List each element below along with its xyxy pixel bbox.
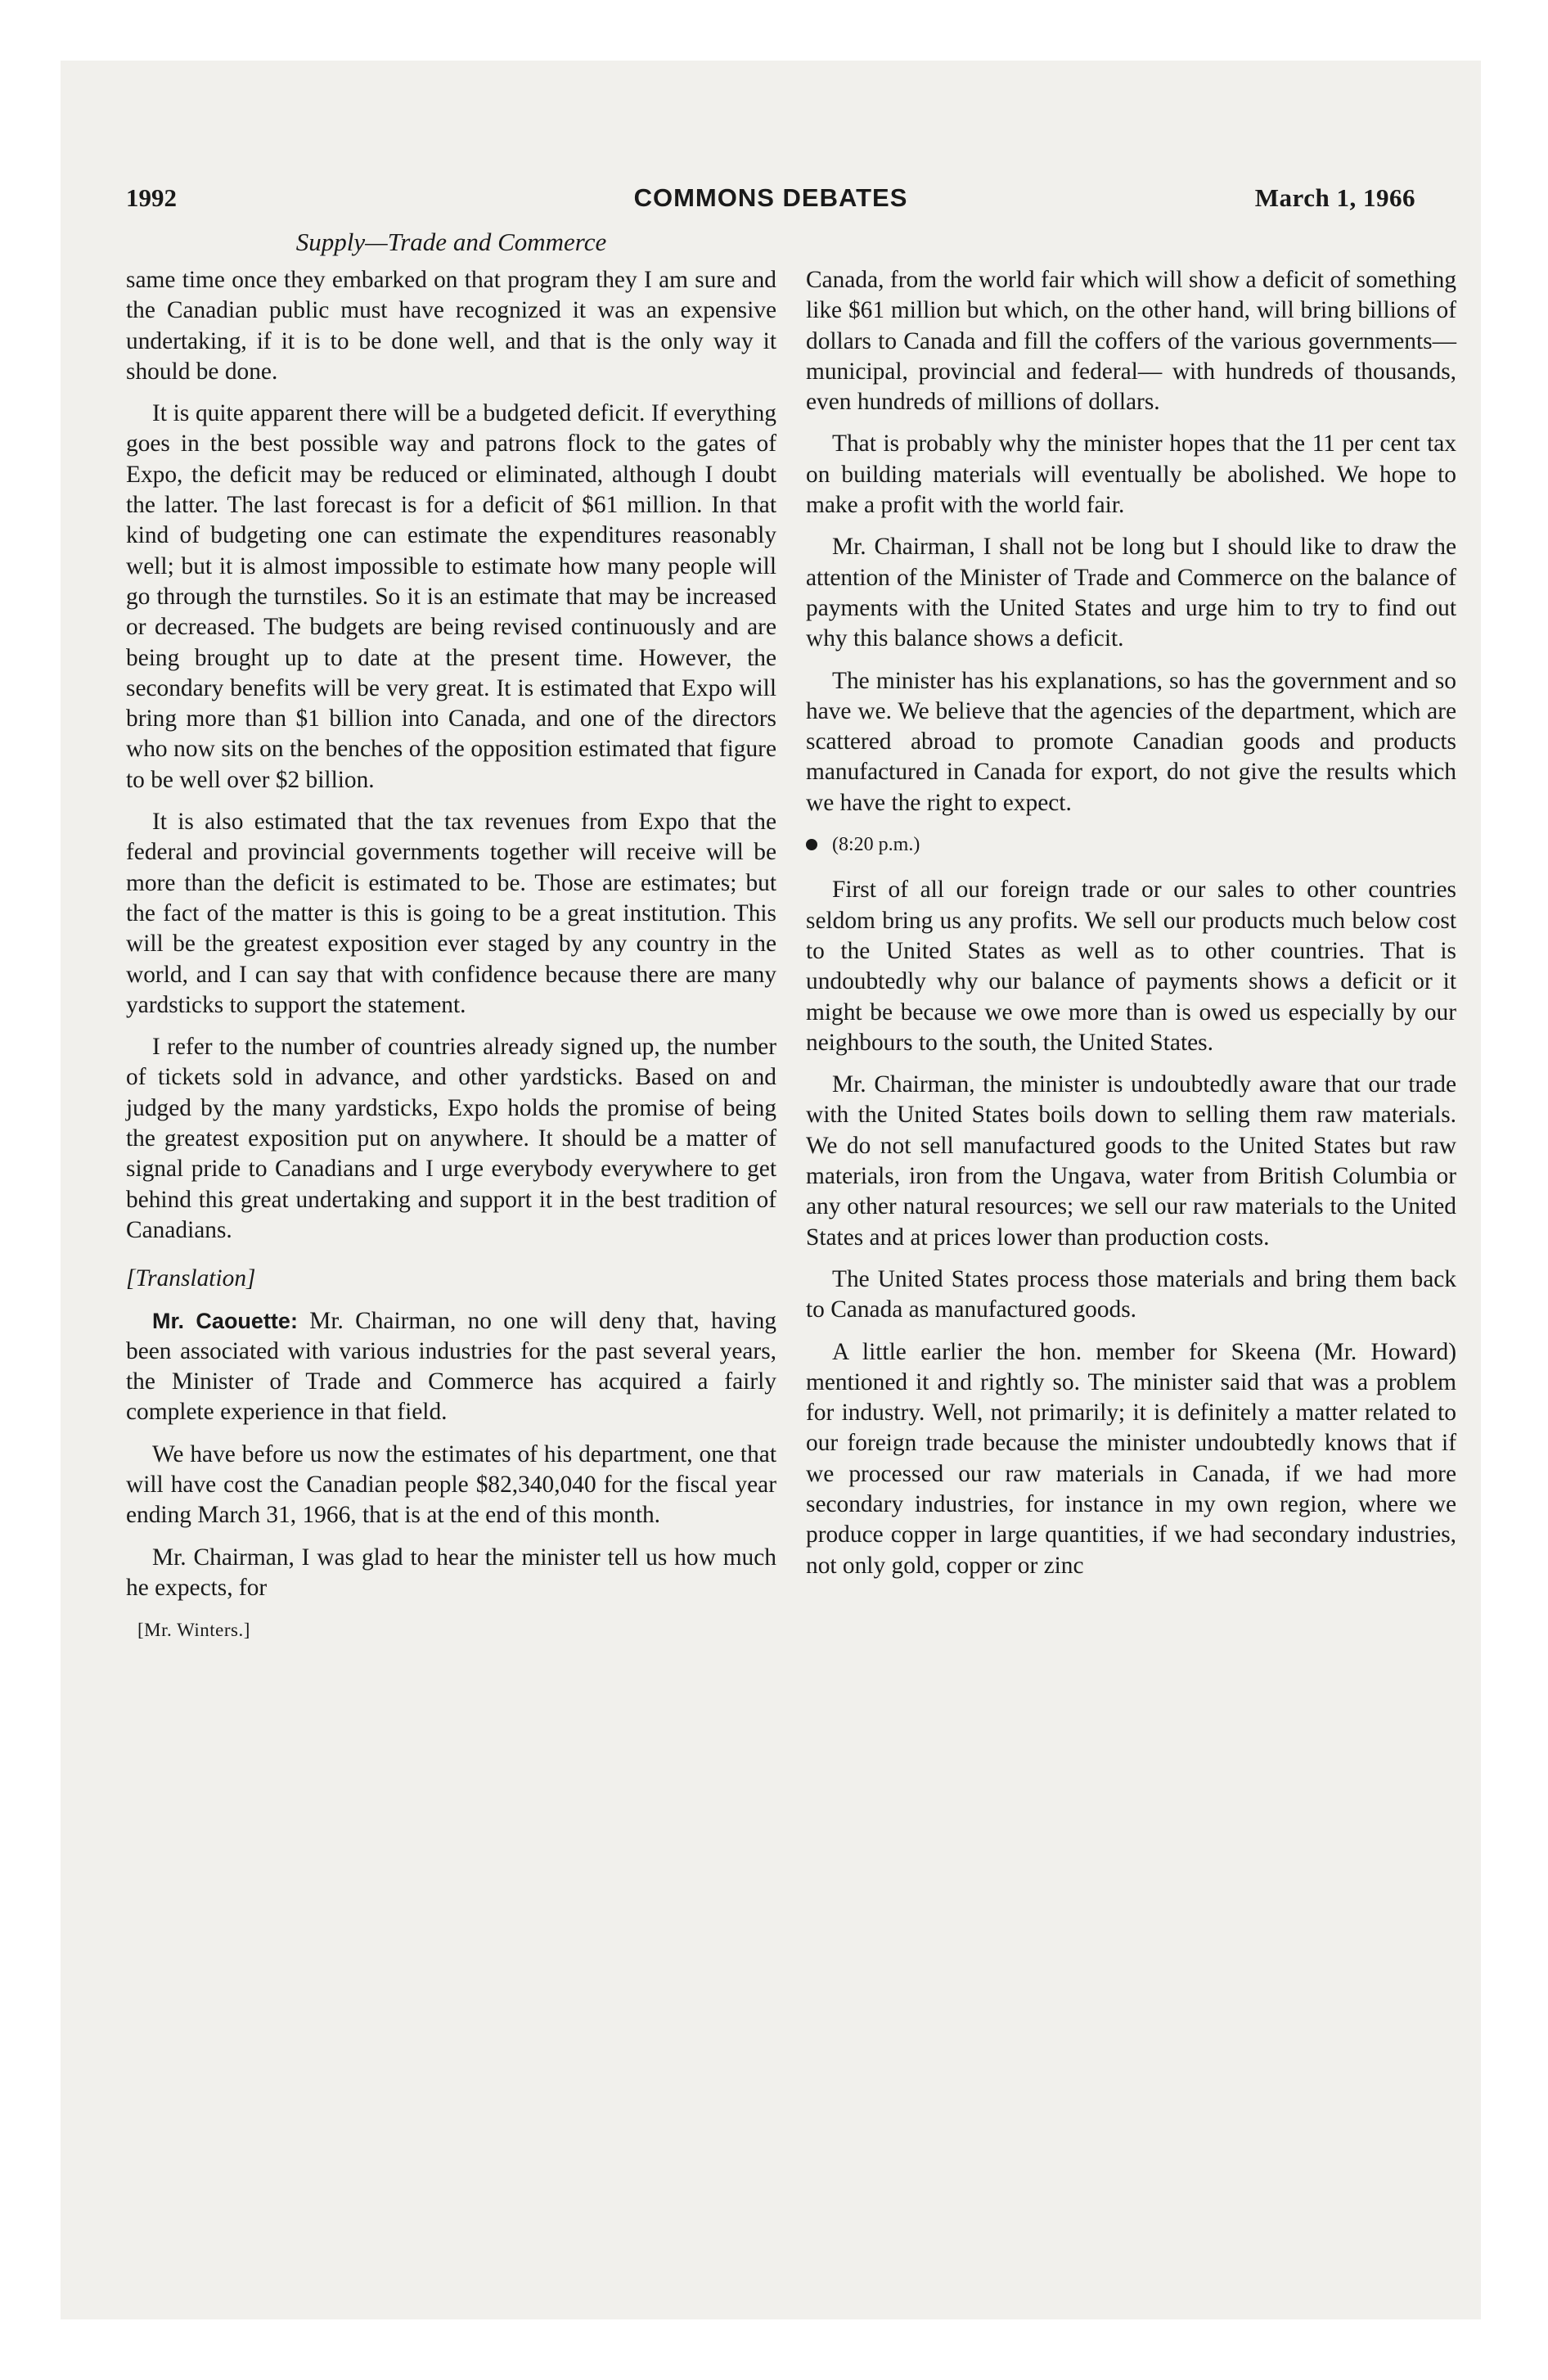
footnote: [Mr. Winters.]	[137, 1620, 250, 1641]
paragraph: Mr. Chairman, I shall not be long but I should like to draw the attention of the Minister of Trade and Commerce on the balance of payments with the United States and urge him to try to find out why this balance shows a deficit.	[806, 534, 1456, 652]
paragraph: The United States process those materials and bring them back to Canada as manufactured goods.	[806, 1265, 1456, 1323]
section-heading: Supply—Trade and Commerce	[295, 228, 607, 256]
paragraph: same time once they embarked on that program they I am sure and the Canadian public must have recognized it was an expensive undertaking, if it is to be done well, and that is the only way it should be done.	[126, 267, 776, 385]
paragraph: Mr. Chairman, the minister is undoubtedly aware that our trade with the United States boils down to selling them raw materials. We do not sell manufactured goods to the United States but raw materials, iron from the Ungava, water from British Columbia or any other natural resources; we sell our raw materials to the United States and at prices lower than production costs.	[806, 1071, 1456, 1251]
bullet-icon	[806, 839, 817, 850]
publication-title: COMMONS DEBATES	[633, 183, 908, 212]
timestamp	[806, 830, 1456, 860]
paragraph: It is also estimated that the tax revenues from Expo that the federal and provincial governments together will receive will be more than the deficit is estimated to be. Those are estimates; but the fact of the matter is this is going to be a great institution. This will be the greatest exposition ever staged by any country in the world, and I can say that with confidence because there are many yardsticks to support the statement.	[126, 809, 776, 1018]
paragraph: The minister has his explanations, so has the government and so have we. We believe that the agencies of the department, which are scattered abroad to promote Canadian goods and products manufactured in Canada for export, do not give the results which we have the right to expect.	[806, 667, 1456, 816]
paragraph: Canada, from the world fair which will show a deficit of something like $61 million but which, on the other hand, will bring billions of dollars to Canada and fill the coffers of the various governments—municipal, provincial and federal— with hundreds of thousands, even hundreds of millions of dollars.	[806, 267, 1456, 416]
paragraph: A little earlier the hon. member for Skeena (Mr. Howard) mentioned it and rightly so. The minister said that was a problem for industry. Well, not primarily; it is definitely a matter related to our foreign trade because the minister undoubtedly knows that if we processed our raw materials in Canada, if we had more secondary industries, for instance in my own region, where we produce copper in large quantities, if we had secondary industries, not only gold, copper or zinc	[806, 1338, 1456, 1579]
paragraph: First of all our foreign trade or our sales to other countries seldom bring us any profits. We sell our products much below cost to the United States as well as to other countries. That is undoubtedly why our balance of payments shows a deficit or it might be because we owe more than is owed us especially by our neighbours to the south, the United States.	[806, 877, 1456, 1056]
page-number: 1992	[126, 183, 177, 212]
speaker-text: Mr. Chairman, no one will deny that, having been associated with various industries for the past several years, the Minister of Trade and Commerce has acquired a fairly complete experience in that field.	[126, 1307, 776, 1426]
translation-marker: [Translation]	[126, 1265, 256, 1292]
publication-date: March 1, 1966	[1254, 183, 1415, 212]
paragraph: We have before us now the estimates of his department, one that will have cost the Canadian people $82,340,040 for the fiscal year ending March 31, 1966, that is at the end of this month.	[126, 1440, 776, 1529]
left-column	[126, 265, 776, 1657]
timestamp-text: (8:20 p.m.)	[832, 834, 920, 856]
document-page	[61, 61, 1481, 2319]
paragraph: That is probably why the minister hopes that the 11 per cent tax on building materials will eventually be abolished. We hope to make a profit with the world fair.	[806, 430, 1456, 519]
paragraph: I refer to the number of countries already signed up, the number of tickets sold in advance, and other yardsticks. Based on and judged by the many yardsticks, Expo holds the promise of being the greatest exposition put on anywhere. It should be a matter of signal pride to Canadians and I urge everybody everywhere to get behind this great undertaking and support it in the best tradition of Canadians.	[126, 1034, 776, 1243]
speaker-name: Mr. Caouette:	[152, 1308, 298, 1333]
paragraph: It is quite apparent there will be a budgeted deficit. If everything goes in the best possible way and patrons flock to the gates of Expo, the deficit may be reduced or eliminated, although I doubt the latter. The last forecast is for a deficit of $61 million. In that kind of budgeting one can estimate the expenditures reasonably well; but it is almost impossible to estimate how many people will go through the turnstiles. So it is an estimate that may be increased or decreased. The budgets are being revised continuously and are being brought up to date at the present time. However, the secondary benefits will be very great. It is estimated that Expo will bring more than $1 billion into Canada, and one of the directors who now sits on the benches of the opposition estimated that figure to be well over $2 billion.	[126, 400, 776, 793]
speaker-paragraph	[126, 1306, 776, 1428]
right-column	[806, 265, 1456, 1593]
paragraph: Mr. Chairman, I was glad to hear the minister tell us how much he expects, for	[126, 1544, 776, 1601]
page-header	[126, 183, 1415, 223]
